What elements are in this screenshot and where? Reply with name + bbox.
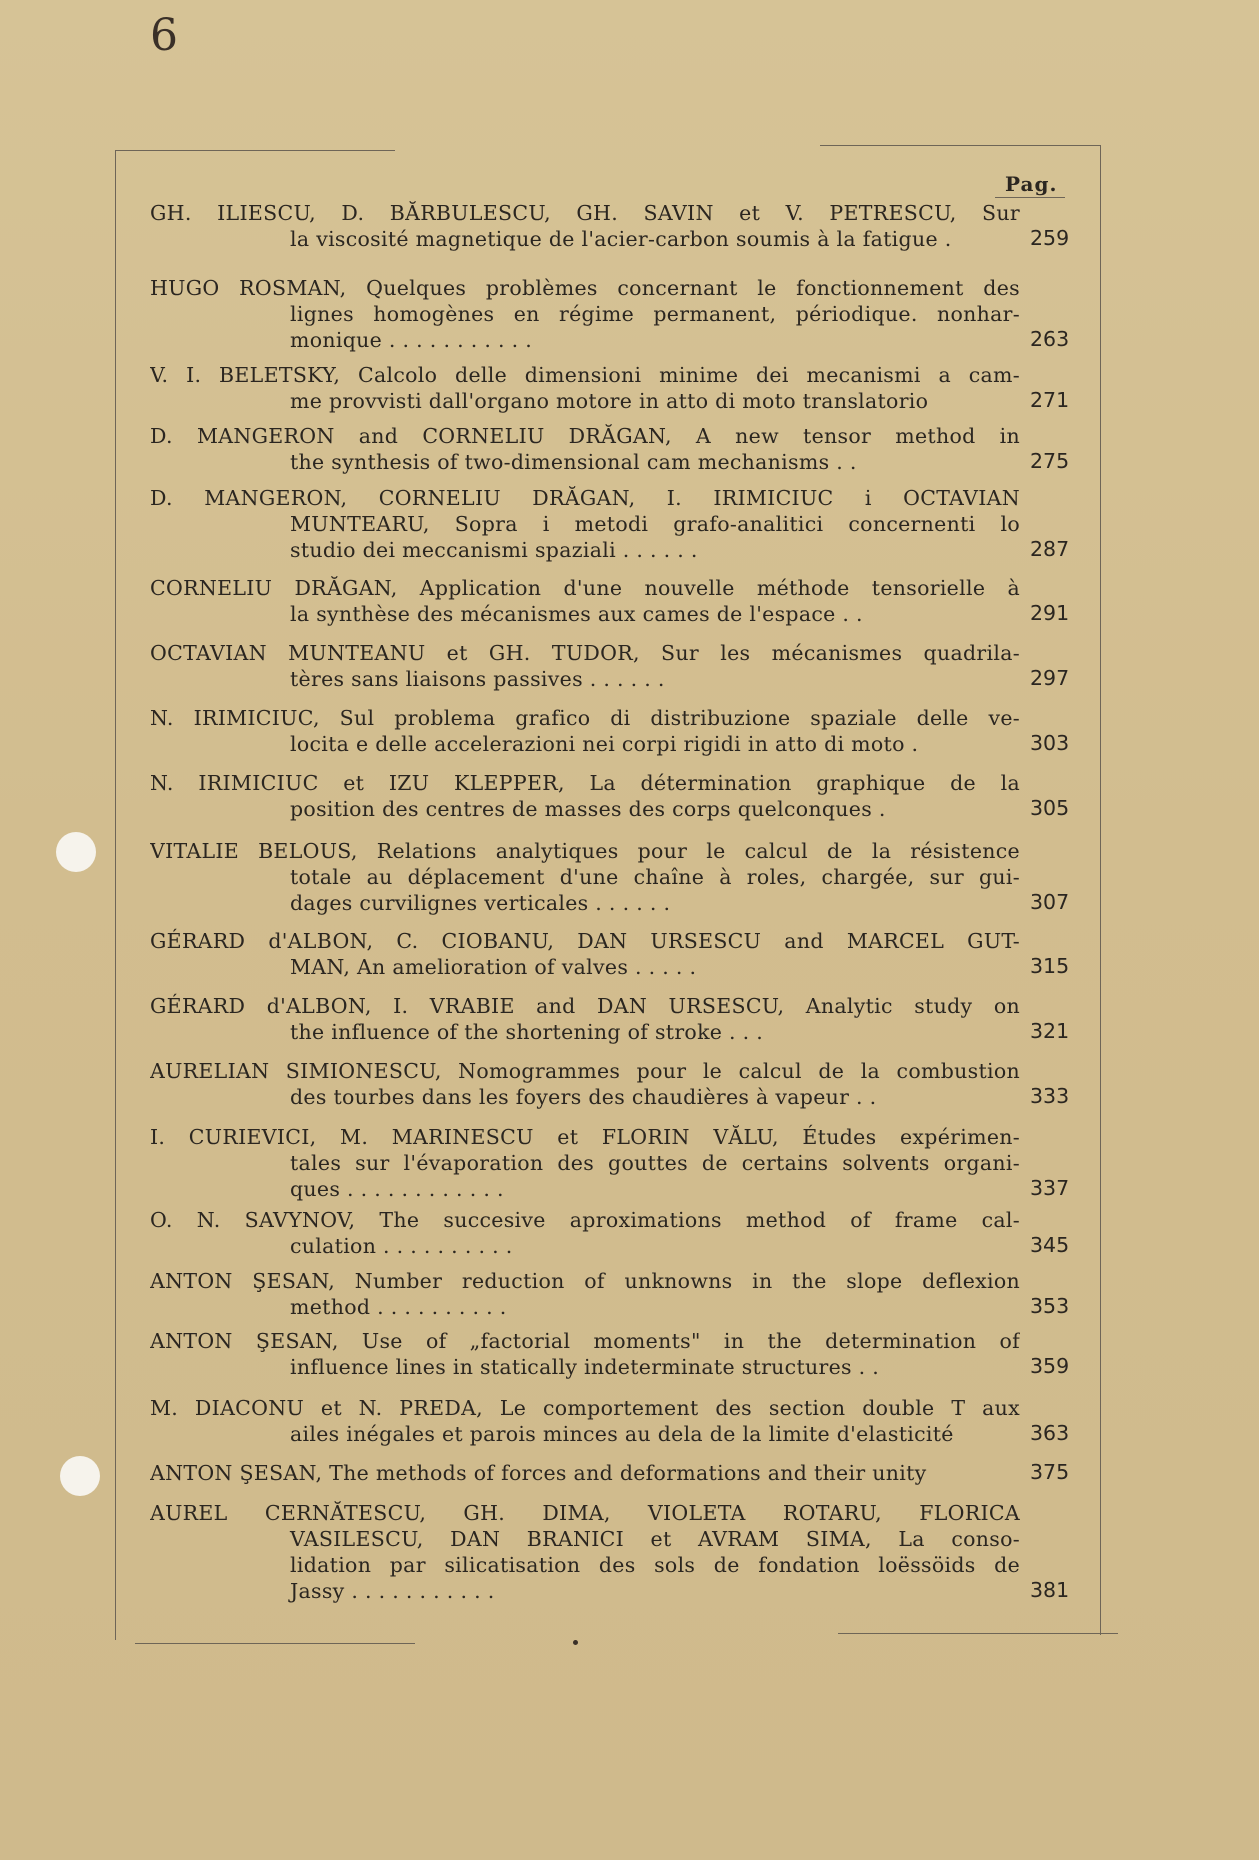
toc-page-number: 337 (1030, 1176, 1070, 1200)
toc-page-number: 297 (1030, 666, 1070, 690)
toc-entry-heading: GÉRARD d'ALBON, C. CIOBANU, DAN URSESCU and MARCEL GUT- (150, 929, 1020, 953)
toc-entry-heading: GÉRARD d'ALBON, I. VRABIE and DAN URSESCU, Analytic study on (150, 994, 1020, 1018)
toc-entry-continuation: totale au déplacement d'une chaîne à roles, chargée, sur gui- (290, 865, 1020, 889)
toc-entry-heading: AUREL CERNĂTESCU, GH. DIMA, VIOLETA ROTARU, FLORICA (150, 1501, 1020, 1525)
toc-entry-heading: ANTON ŞESAN, The methods of forces and deformations and their unity (150, 1461, 927, 1485)
toc-entry (150, 1207, 1020, 1259)
toc-page-number: 305 (1030, 796, 1070, 820)
toc-entry-heading: CORNELIU DRĂGAN, Application d'une nouvelle méthode tensorielle à (150, 576, 1020, 600)
toc-entry (150, 275, 1020, 353)
toc-page-number: 333 (1030, 1084, 1070, 1108)
toc-entry-continuation: the synthesis of two-dimensional cam mechanisms . . (290, 450, 857, 474)
toc-entry-continuation: MAN, An amelioration of valves . . . . . (290, 955, 697, 979)
toc-entry-heading: HUGO ROSMAN, Quelques problèmes concernant le fonctionnement des (150, 276, 1020, 300)
toc-entry (150, 1460, 1020, 1486)
toc-entry-heading: M. DIACONU et N. PREDA, Le comportement des section double T aux (150, 1396, 1020, 1420)
toc-entry (150, 838, 1020, 916)
toc-entry-heading: V. I. BELETSKY, Calcolo delle dimensioni minime dei mecanismi a cam- (150, 363, 1020, 387)
toc-entry (150, 770, 1020, 822)
toc-entry-heading: ANTON ŞESAN, Number reduction of unknowns in the slope deflexion (150, 1269, 1020, 1293)
toc-entry-continuation: VASILESCU, DAN BRANICI et AVRAM SIMA, La conso- (290, 1527, 1020, 1551)
toc-entry-continuation: studio dei meccanismi spaziali . . . . . . (290, 538, 698, 562)
toc-entry-heading: AURELIAN SIMIONESCU, Nomogrammes pour le calcul de la combustion (150, 1059, 1020, 1083)
toc-page-number: 275 (1030, 449, 1070, 473)
toc-entry (150, 362, 1020, 414)
toc-entry-heading: D. MANGERON and CORNELIU DRĂGAN, A new tensor method in (150, 424, 1020, 448)
toc-page-number: 363 (1030, 1421, 1070, 1445)
toc-page-number: 321 (1030, 1019, 1070, 1043)
toc-entry (150, 1268, 1020, 1320)
frame-left-border (115, 150, 116, 1640)
toc-page-number: 345 (1030, 1233, 1070, 1257)
toc-page-number: 271 (1030, 388, 1070, 412)
toc-entry-heading: GH. ILIESCU, D. BĂRBULESCU, GH. SAVIN et V. PETRESCU, Sur (150, 201, 1020, 225)
toc-entry (150, 1328, 1020, 1380)
toc-entry-continuation: ailes inégales et parois minces au dela de la limite d'elasticité (290, 1422, 954, 1446)
toc-entry-continuation: la viscosité magnetique de l'acier-carbon soumis à la fatigue . (290, 227, 952, 251)
toc-entry-heading: OCTAVIAN MUNTEANU et GH. TUDOR, Sur les mécanismes quadrila- (150, 641, 1020, 665)
toc-page-number: 359 (1030, 1354, 1070, 1378)
toc-entry (150, 423, 1020, 475)
toc-page-number: 375 (1030, 1460, 1070, 1484)
toc-entry-continuation: method . . . . . . . . . . (290, 1295, 507, 1319)
toc-entry-continuation: locita e delle accelerazioni nei corpi rigidi in atto di moto . (290, 732, 919, 756)
toc-entry (150, 928, 1020, 980)
toc-entry (150, 1124, 1020, 1202)
toc-entry-heading: O. N. SAVYNOV, The succesive aproximations method of frame cal- (150, 1208, 1020, 1232)
toc-entry-heading: ANTON ŞESAN, Use of „factorial moments" in the determination of (150, 1329, 1020, 1353)
toc-entry-heading: N. IRIMICIUC, Sul problema grafico di distribuzione spaziale delle ve- (150, 706, 1020, 730)
punch-hole-top (56, 832, 96, 872)
toc-entry (150, 485, 1020, 563)
frame-bottom-left-rule (135, 1643, 415, 1644)
toc-entry (150, 705, 1020, 757)
toc-page-number: 353 (1030, 1294, 1070, 1318)
toc-entry (150, 1500, 1020, 1604)
toc-entry (150, 200, 1020, 252)
frame-right-border (1100, 145, 1101, 1635)
page-column-header: Pag. (1005, 172, 1058, 196)
toc-entry-continuation: me provvisti dall'organo motore in atto di moto translatorio (290, 389, 929, 413)
toc-page-number: 315 (1030, 954, 1070, 978)
toc-entry-continuation: lidation par silicatisation des sols de fondation loëssöids de (290, 1553, 1020, 1577)
toc-entry-continuation: monique . . . . . . . . . . . (290, 328, 533, 352)
toc-page-number: 259 (1030, 226, 1070, 250)
toc-page-number: 381 (1030, 1578, 1070, 1602)
toc-entry-continuation: dages curvilignes verticales . . . . . . (290, 891, 671, 915)
frame-top-left-rule (115, 150, 395, 151)
toc-entry-continuation: the influence of the shortening of stroke . . . (290, 1020, 764, 1044)
toc-entry-heading: I. CURIEVICI, M. MARINESCU et FLORIN VĂLU, Études expérimen- (150, 1125, 1020, 1149)
toc-entry-heading: D. MANGERON, CORNELIU DRĂGAN, I. IRIMICIUC i OCTAVIAN (150, 486, 1020, 510)
toc-entry-continuation: la synthèse des mécanismes aux cames de l'espace . . (290, 602, 863, 626)
toc-entry-continuation: lignes homogènes en régime permanent, périodique. nonhar- (290, 302, 1020, 326)
frame-bottom-right-rule (838, 1633, 1118, 1634)
toc-entry-heading: N. IRIMICIUC et IZU KLEPPER, La détermination graphique de la (150, 771, 1020, 795)
toc-entry-continuation: ques . . . . . . . . . . . . (290, 1177, 504, 1201)
toc-page-number: 291 (1030, 601, 1070, 625)
toc-entry (150, 640, 1020, 692)
toc-page-number: 287 (1030, 537, 1070, 561)
page-column-underline (995, 197, 1065, 198)
toc-entry-continuation: des tourbes dans les foyers des chaudières à vapeur . . (290, 1085, 877, 1109)
toc-entry-continuation: culation . . . . . . . . . . (290, 1234, 513, 1258)
toc-page-number: 307 (1030, 890, 1070, 914)
toc-entry-continuation: position des centres de masses des corps quelconques . (290, 797, 886, 821)
frame-top-right-rule (820, 145, 1100, 146)
toc-entry-continuation: tales sur l'évaporation des gouttes de certains solvents organi- (290, 1151, 1020, 1175)
bottom-dot (573, 1640, 578, 1645)
toc-entry (150, 1058, 1020, 1110)
toc-page-number: 263 (1030, 327, 1070, 351)
toc-entry (150, 993, 1020, 1045)
toc-page-number: 303 (1030, 731, 1070, 755)
toc-entry-continuation: Jassy . . . . . . . . . . . (290, 1579, 495, 1603)
toc-entry-heading: VITALIE BELOUS, Relations analytiques pour le calcul de la résistence (150, 839, 1020, 863)
toc-entry (150, 1395, 1020, 1447)
toc-entry (150, 575, 1020, 627)
handwritten-mark: 6 (150, 10, 178, 61)
punch-hole-bottom (60, 1456, 100, 1496)
toc-entry-continuation: tères sans liaisons passives . . . . . . (290, 667, 665, 691)
toc-entry-continuation: MUNTEARU, Sopra i metodi grafo-analitici concernenti lo (290, 512, 1020, 536)
toc-entry-continuation: influence lines in statically indeterminate structures . . (290, 1355, 880, 1379)
